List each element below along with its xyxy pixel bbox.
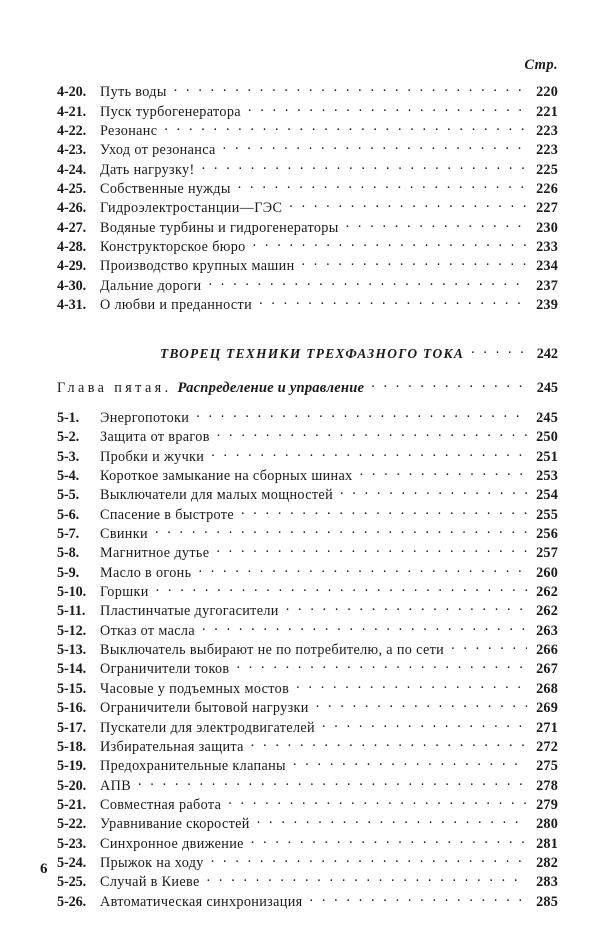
toc-entry-number: 5-15. [57, 680, 87, 697]
dot-leader [217, 427, 527, 441]
toc-entry-number: 5-26. [57, 893, 87, 910]
toc-entry[interactable] [0, 853, 600, 872]
toc-entry-number: 5-3. [57, 448, 80, 465]
toc-entry-title: Уход от резонанса [100, 142, 216, 159]
toc-entry-title: Часовые у подъемных мостов [100, 680, 290, 697]
spacer [0, 363, 600, 377]
toc-entry[interactable] [0, 82, 600, 101]
toc-entry-page: 220 [536, 84, 558, 101]
toc-entry-title: Путь воды [100, 84, 167, 101]
dot-leader [248, 101, 527, 115]
toc-entry-number: 4-23. [57, 142, 87, 159]
toc-entry-page: 234 [536, 258, 558, 275]
dot-leader [289, 198, 527, 212]
toc-entry-title: Пуск турбогенератора [100, 103, 241, 120]
toc-entry[interactable] [0, 601, 600, 620]
dot-leader [174, 82, 527, 96]
dot-leader [209, 275, 528, 289]
toc-entry-page: 250 [536, 429, 558, 446]
toc-entry-title: Защита от врагов [100, 429, 210, 446]
toc-entry-title: Дать нагрузку! [100, 161, 195, 178]
toc-entry[interactable] [0, 295, 600, 314]
page-folio-number: 6 [40, 861, 48, 877]
toc-entry[interactable] [0, 640, 600, 659]
toc-entry-number: 5-17. [57, 719, 87, 736]
toc-entry-page: 254 [536, 487, 558, 504]
dot-leader [156, 582, 527, 596]
toc-entry-number: 5-2. [57, 429, 80, 446]
toc-entry[interactable] [0, 563, 600, 582]
toc-entry[interactable] [0, 237, 600, 256]
toc-entry-title: Масло в огонь [100, 564, 192, 581]
toc-entry-number: 5-19. [57, 758, 87, 775]
dot-leader [302, 256, 527, 270]
dot-leader [360, 466, 527, 480]
toc-entry-title: Собственные нужды [100, 180, 231, 197]
toc-entry-page: 227 [536, 200, 558, 217]
toc-entry[interactable] [0, 872, 600, 891]
dot-leader [451, 640, 527, 654]
toc-entry-number: 5-8. [57, 545, 80, 562]
dot-leader [164, 121, 527, 135]
toc-entry-page: 278 [536, 777, 558, 794]
toc-entry-title: Синхронное движение [100, 835, 244, 852]
toc-entry-title: Прыжок на ходу [100, 854, 204, 871]
dot-leader [296, 679, 527, 693]
toc-entry-title: Магнитное дутье [100, 545, 210, 562]
toc-entry-title: Горшки [100, 584, 149, 601]
toc-entry-number: 5-22. [57, 816, 87, 833]
dot-leader [198, 563, 527, 577]
chapter-heading-label: Глава пятая. [57, 379, 172, 396]
dot-leader [346, 217, 527, 231]
toc-entry[interactable] [0, 505, 600, 524]
toc-entry-number: 4-25. [57, 180, 87, 197]
toc-entry-number: 5-7. [57, 526, 80, 543]
toc-entry-page: 272 [536, 738, 558, 755]
dot-leader [316, 698, 527, 712]
toc-entry-number: 4-28. [57, 238, 87, 255]
toc-entry[interactable] [0, 582, 600, 601]
toc-entry[interactable] [0, 814, 600, 833]
dot-leader [257, 814, 527, 828]
toc-entry-title: Дальние дороги [100, 277, 202, 294]
toc-entry-page: 221 [536, 103, 558, 120]
dot-leader [236, 659, 527, 673]
toc-entry-number: 5-16. [57, 700, 87, 717]
toc-entry-title: Выключатель выбирают не по потребителю, а по сети [100, 642, 445, 659]
dot-leader [471, 344, 527, 358]
toc-entry[interactable] [0, 833, 600, 852]
toc-entry-page: 230 [536, 219, 558, 236]
dot-leader [293, 756, 527, 770]
toc-entry-page: 268 [536, 680, 558, 697]
toc-entry-number: 4-21. [57, 103, 87, 120]
toc-entry-page: 256 [536, 526, 558, 543]
dot-leader [138, 775, 527, 789]
dot-leader [371, 377, 527, 391]
toc-entry-page: 239 [536, 296, 558, 313]
toc-entry-number: 5-20. [57, 777, 87, 794]
toc-entry-page: 267 [536, 661, 558, 678]
toc-entry-page: 253 [536, 468, 558, 485]
toc-entry-page: 233 [536, 238, 558, 255]
toc-entry-title: О любви и преданности [100, 296, 253, 313]
toc-entry[interactable] [0, 275, 600, 294]
toc-entry[interactable] [0, 775, 600, 794]
dot-leader [202, 621, 527, 635]
spacer [0, 314, 600, 344]
chapter-heading-page: 245 [536, 379, 558, 396]
toc-entry-page: 262 [536, 584, 558, 601]
toc-entry-title: Конструкторское бюро [100, 238, 246, 255]
toc-entry-number: 5-6. [57, 506, 80, 523]
toc-entry-page: 262 [536, 603, 558, 620]
toc-entry-number: 5-10. [57, 584, 87, 601]
toc-entry-number: 4-30. [57, 277, 87, 294]
toc-entry-title: Совместная работа [100, 796, 222, 813]
toc-entry[interactable] [0, 447, 600, 466]
dot-leader [211, 447, 527, 461]
toc-entry-number: 5-11. [57, 603, 86, 620]
dot-leader [202, 159, 527, 173]
toc-entry-page: 263 [536, 622, 558, 639]
toc-entry[interactable] [0, 659, 600, 678]
dot-leader [155, 524, 527, 538]
toc-entry-page: 223 [536, 142, 558, 159]
section-title-row[interactable] [0, 344, 600, 363]
toc-entry-number: 5-12. [57, 622, 87, 639]
dot-leader [286, 601, 527, 615]
toc-entry[interactable] [0, 679, 600, 698]
toc-entry-number: 5-9. [57, 564, 80, 581]
toc-entry-title: Гидроэлектростанции—ГЭС [100, 200, 283, 217]
spacer [0, 397, 600, 408]
dot-leader [228, 795, 527, 809]
toc-entry-page: 260 [536, 564, 558, 581]
toc-entry[interactable] [0, 427, 600, 446]
dot-leader [207, 872, 527, 886]
toc-entry-title: Уравнивание скоростей [100, 816, 250, 833]
dot-leader [251, 737, 527, 751]
toc-entry-title: Свинки [100, 526, 148, 543]
toc-entry-number: 5-13. [57, 642, 87, 659]
chapter-five-entry-list [0, 408, 600, 911]
toc-entry[interactable] [0, 717, 600, 736]
toc-entry-page: 251 [536, 448, 558, 465]
dot-leader [238, 179, 527, 193]
toc-entry-page: 266 [536, 642, 558, 659]
toc-entry-page: 282 [536, 854, 558, 871]
dot-leader [223, 140, 527, 154]
toc-entry-number: 4-29. [57, 258, 87, 275]
toc-entry-title: Пускатели для электродвигателей [100, 719, 315, 736]
toc-entry-page: 279 [536, 796, 558, 813]
toc-entry[interactable] [0, 737, 600, 756]
toc-entry-page: 275 [536, 758, 558, 775]
toc-entry[interactable] [0, 524, 600, 543]
toc-entry-number: 4-27. [57, 219, 87, 236]
table-of-contents [0, 82, 600, 911]
dot-leader [340, 485, 527, 499]
toc-entry-number: 5-14. [57, 661, 87, 678]
toc-entry-number: 5-25. [57, 874, 87, 891]
toc-entry-title: Резонанс [100, 122, 158, 139]
toc-entry[interactable] [0, 217, 600, 236]
toc-entry-number: 5-18. [57, 738, 87, 755]
dot-leader [322, 717, 527, 731]
chapter-five-heading-row[interactable] [0, 377, 600, 396]
toc-entry-number: 4-26. [57, 200, 87, 217]
toc-entry-number: 5-24. [57, 854, 87, 871]
toc-entry[interactable] [0, 198, 600, 217]
toc-entry-page: 255 [536, 506, 558, 523]
toc-entry-title: Отказ от масла [100, 622, 195, 639]
toc-entry-number: 4-22. [57, 122, 87, 139]
toc-entry-number: 5-4. [57, 468, 80, 485]
toc-entry-title: Выключатели для малых мощностей [100, 487, 334, 504]
section-title-page: 242 [536, 346, 558, 363]
toc-entry[interactable] [0, 256, 600, 275]
toc-entry-title: Автоматическая синхронизация [100, 893, 303, 910]
dot-leader [216, 543, 527, 557]
toc-entry-number: 5-5. [57, 487, 80, 504]
toc-entry[interactable] [0, 408, 600, 427]
toc-entry[interactable] [0, 140, 600, 159]
toc-entry[interactable] [0, 543, 600, 562]
toc-entry[interactable] [0, 101, 600, 120]
dot-leader [241, 505, 527, 519]
toc-entry-title: Пробки и жучки [100, 448, 205, 465]
chapter-heading-name: Распределение и управление [177, 379, 365, 396]
section-title-label: ТВОРЕЦ ТЕХНИКИ ТРЕХФАЗНОГО ТОКА [160, 346, 465, 362]
toc-entry[interactable] [0, 121, 600, 140]
toc-entry-page: 280 [536, 816, 558, 833]
dot-leader [196, 408, 527, 422]
toc-entry-title: Энергопотоки [100, 410, 190, 426]
dot-leader [211, 853, 527, 867]
toc-entry-page: 225 [536, 161, 558, 178]
toc-entry-title: Ограничители бытовой нагрузки [100, 700, 309, 717]
toc-entry-title: Ограничители токов [100, 661, 230, 678]
toc-entry-number: 4-24. [57, 161, 87, 178]
toc-entry-page: 285 [536, 893, 558, 910]
toc-entry[interactable] [0, 756, 600, 775]
toc-entry[interactable] [0, 795, 600, 814]
toc-entry-page: 237 [536, 277, 558, 294]
chapter-four-entry-list [0, 82, 600, 314]
toc-entry-title: Предохранительные клапаны [100, 758, 286, 775]
dot-leader [253, 237, 527, 251]
toc-entry-page: 283 [536, 874, 558, 891]
page-column-header: Стр. [524, 57, 558, 73]
toc-entry-page: 269 [536, 700, 558, 717]
toc-entry-page: 223 [536, 122, 558, 139]
toc-entry-number: 4-31. [57, 296, 87, 313]
toc-entry-title: Случай в Киеве [100, 874, 200, 891]
toc-entry-number: 5-21. [57, 796, 87, 813]
toc-entry[interactable] [0, 485, 600, 504]
toc-entry-title: АПВ [100, 777, 132, 794]
toc-entry[interactable] [0, 466, 600, 485]
dot-leader [259, 295, 527, 309]
toc-entry-page: 281 [536, 835, 558, 852]
toc-entry-number: 4-20. [57, 84, 87, 101]
toc-entry-page: 271 [536, 719, 558, 736]
toc-entry-title: Спасение в быстроте [100, 506, 234, 523]
toc-entry-title: Пластинчатые дугогасители [100, 603, 279, 620]
toc-entry[interactable] [0, 698, 600, 717]
toc-entry[interactable] [0, 621, 600, 640]
toc-entry-number: 5-1. [57, 410, 80, 426]
toc-entry-page: 226 [536, 180, 558, 197]
toc-entry[interactable] [0, 891, 600, 910]
toc-entry-page: 245 [536, 410, 558, 426]
toc-entry[interactable] [0, 179, 600, 198]
toc-entry-title: Избирательная защита [100, 738, 244, 755]
toc-entry-page: 257 [536, 545, 558, 562]
toc-entry[interactable] [0, 159, 600, 178]
toc-entry-number: 5-23. [57, 835, 87, 852]
toc-entry-title: Производство крупных машин [100, 258, 295, 275]
toc-entry-title: Водяные турбины и гидрогенераторы [100, 219, 339, 236]
dot-leader [251, 833, 527, 847]
toc-entry-title: Короткое замыкание на сборных шинах [100, 468, 353, 485]
dot-leader [310, 891, 527, 905]
